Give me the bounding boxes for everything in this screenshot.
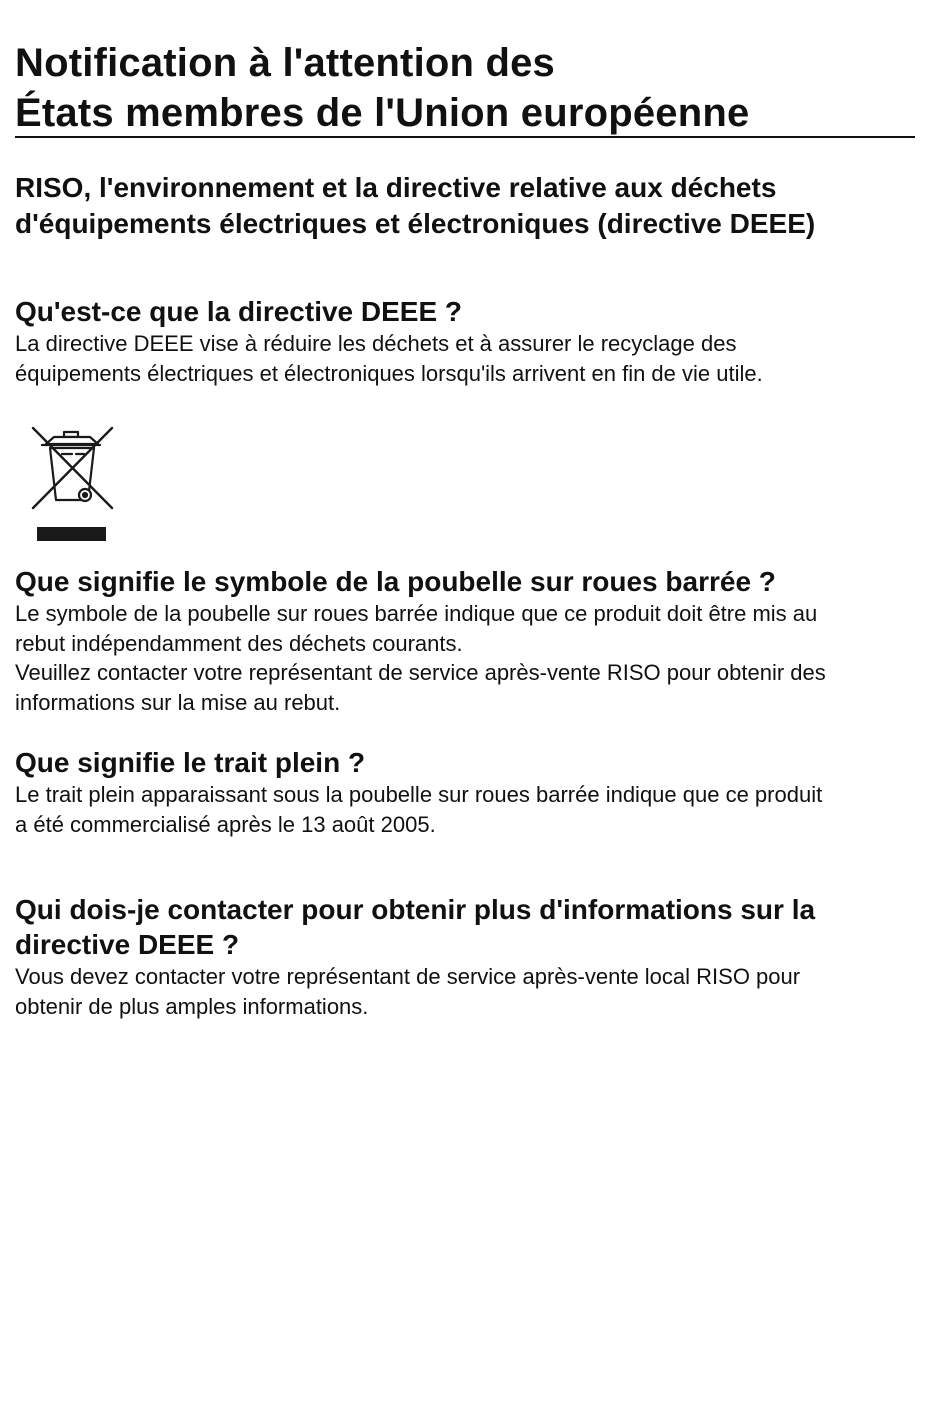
section-body bbox=[15, 780, 940, 839]
section-body bbox=[15, 599, 940, 717]
section-contact bbox=[15, 892, 940, 1021]
section-heading-line: directive DEEE ? bbox=[15, 929, 240, 960]
section-what-is-weee bbox=[15, 294, 940, 388]
section-heading bbox=[15, 564, 940, 599]
section-heading-line: Que signifie le symbole de la poubelle sur roues barrée ? bbox=[15, 566, 776, 597]
section-body-line: La directive DEEE vise à réduire les déchets et à assurer le recyclage des bbox=[15, 331, 737, 356]
solid-bar bbox=[37, 527, 106, 541]
page-title-line: États membres de l'Union européenne bbox=[15, 91, 750, 135]
section-heading bbox=[15, 745, 940, 780]
section-body-line: rebut indépendamment des déchets courants. bbox=[15, 630, 463, 656]
section-body-line: Le symbole de la poubelle sur roues barrée indique que ce produit doit être mis au bbox=[15, 601, 818, 626]
section-heading bbox=[15, 294, 940, 329]
section-heading bbox=[15, 892, 940, 962]
section-body bbox=[15, 329, 940, 388]
section-body-line: informations sur la mise au rebut. bbox=[15, 689, 341, 715]
section-heading-line: Que signifie le trait plein ? bbox=[15, 747, 366, 778]
section-body-line: Veuillez contacter votre représentant de service après-vente RISO pour obtenir des bbox=[15, 660, 826, 685]
section-body-line: équipements électriques et électroniques lorsqu'ils arrivent en fin de vie utile. bbox=[15, 360, 763, 386]
subtitle-line: d'équipements électriques et électroniques (directive DEEE) bbox=[15, 208, 816, 239]
crossed-out-wheelie-bin-icon bbox=[28, 424, 114, 546]
section-heading-line: Qui dois-je contacter pour obtenir plus d'informations sur la bbox=[15, 894, 816, 925]
title-divider bbox=[15, 136, 915, 138]
section-heading-line: Qu'est-ce que la directive DEEE ? bbox=[15, 296, 463, 327]
section-solid-bar bbox=[15, 745, 940, 839]
section-body-line: Vous devez contacter votre représentant de service après-vente local RISO pour bbox=[15, 964, 801, 989]
section-body-line: a été commercialisé après le 13 août 2005. bbox=[15, 811, 436, 837]
section-body bbox=[15, 962, 940, 1021]
section-body-line: Le trait plein apparaissant sous la poubelle sur roues barrée indique que ce produit bbox=[15, 782, 823, 807]
section-body-line: obtenir de plus amples informations. bbox=[15, 993, 369, 1019]
page-title-line: Notification à l'attention des bbox=[15, 41, 555, 85]
section-bin-symbol bbox=[15, 564, 940, 717]
subtitle-line: RISO, l'environnement et la directive relative aux déchets bbox=[15, 172, 777, 203]
document-subtitle bbox=[15, 170, 935, 242]
page-title bbox=[15, 38, 915, 138]
